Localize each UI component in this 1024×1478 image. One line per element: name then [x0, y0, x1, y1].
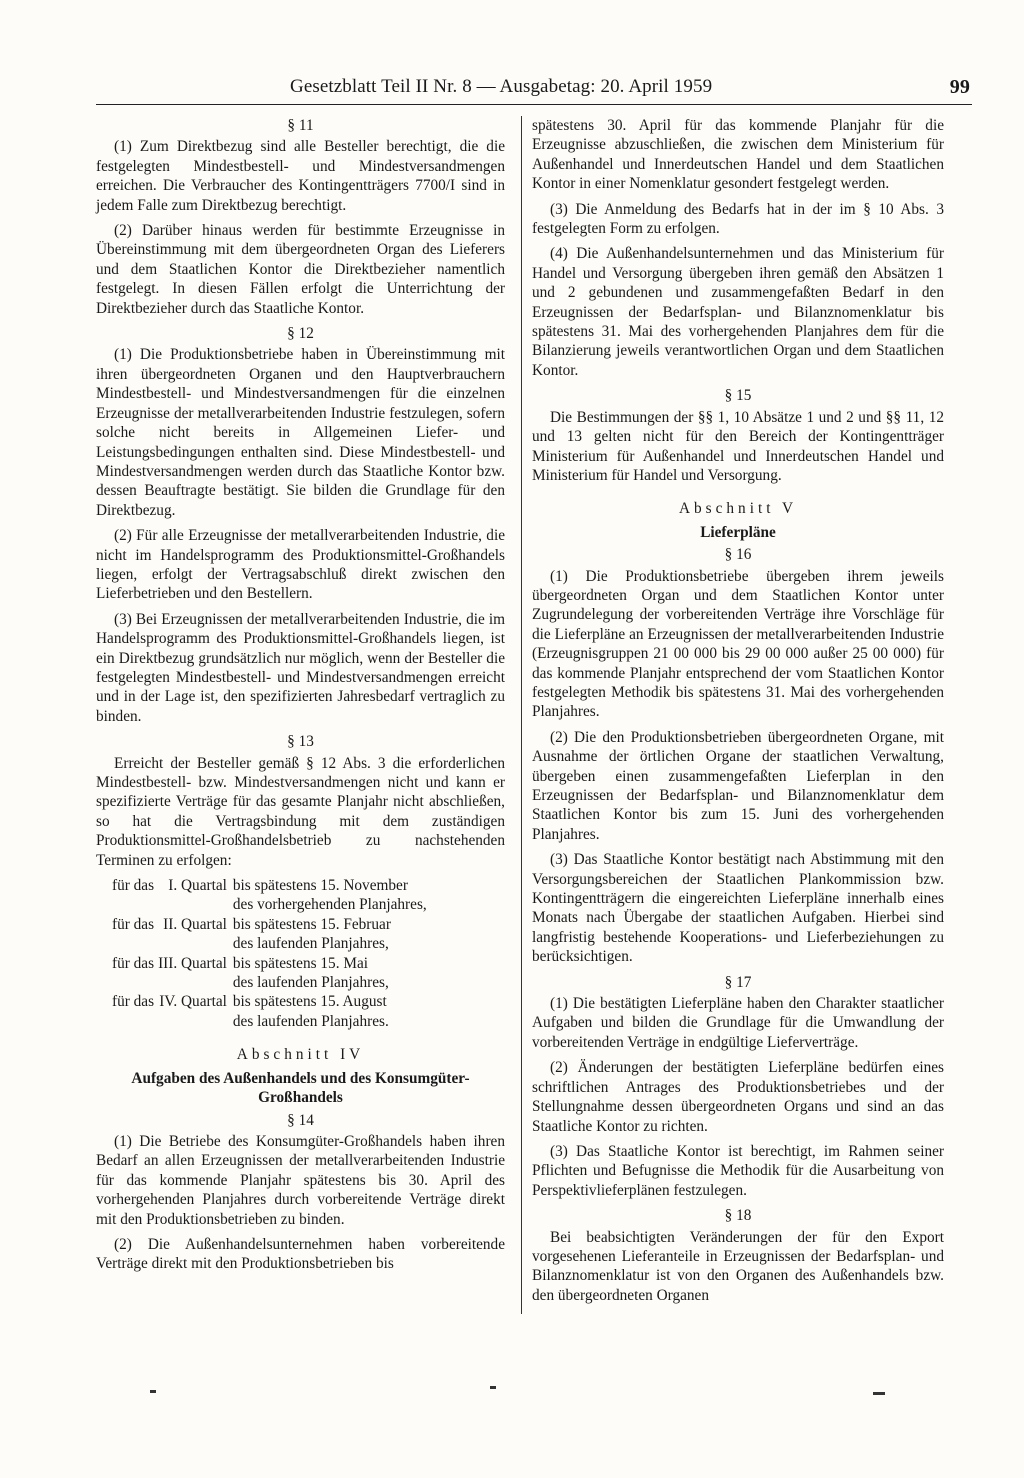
abschnitt-4-title: Aufgaben des Außenhandels und des Konsumgüter-Großhandels: [131, 1069, 470, 1107]
quarter-prefix: für das: [112, 954, 155, 972]
quarter-deadline: bis spätestens 15. November des vorhergehenden Planjahres,: [232, 877, 427, 914]
quarter-row: [112, 876, 431, 915]
section-17-title: § 17: [724, 973, 752, 991]
section-14-paragraph-1: (1) Die Betriebe des Konsumgüter-Großhandels haben ihren Bedarf an allen Erzeugnissen der metallverarbeitenden Industrie für das kommende Planjahr spätestens bis 30. April des vorhergehenden Planjahres durch vorbereitende Verträge direkt mit den Produktionsbetrieben zu binden.: [96, 1132, 505, 1228]
section-11-paragraph-2: (2) Darüber hinaus werden für bestimmte Erzeugnisse in Übereinstimmung mit dem übergeordneten Organ des Lieferers und dem Staatlichen Kontor die Direktbezieher namentlich festgelegt. In diesen Fällen erfolgt die Unterrichtung der Direktbezieher durch das Staatliche Kontor.: [96, 222, 505, 317]
quarter-deadline: bis spätestens 15. Mai des laufenden Planjahres,: [232, 954, 389, 992]
section-12-paragraph-2: (2) Für alle Erzeugnisse der metallverarbeitenden Industrie, die nicht im Handelsprogramm des Produktionsmittel-Großhandels liegen, erfolgt der Vertragsabschluß direkt zwischen den Lieferbetrieben und den Bestellern.: [96, 527, 505, 603]
section-15-title: § 15: [724, 387, 752, 405]
section-13-paragraph-1: Erreicht der Besteller gemäß § 12 Abs. 3 die erforderlichen Mindestbestell- bzw. Mindestversandmengen nicht und kann er spezifizierte Verträge für das gesamte Planjahr nicht abschließen, so hat die Vertragsbindung mit dem zuständigen Produktionsmittel-Großhandelsbetrieb zu nachstehenden Terminen zu erfolgen:: [96, 754, 505, 869]
section-16-paragraph-2: (2) Die den Produktionsbetrieben übergeordneten Organe, mit Ausnahme der örtlichen Organe der staatlichen Verwaltung, übergeben einen zusammengefaßten Lieferplan in den Erzeugnissen der Bedarfsplan- und Bilanznomenklatur dem Staatlichen Kontor bis zum 15. Juni des vorhergehenden Planjahres.: [532, 728, 944, 843]
scan-speck: [873, 1392, 885, 1395]
abschnitt-4-heading: Abschnitt IV: [236, 1046, 365, 1064]
scan-speck: [150, 1390, 156, 1393]
quarter-row: [112, 992, 431, 1031]
section-14-paragraph-2: (2) Die Außenhandelsunternehmen haben vorbereitende Verträge direkt mit den Produktionsbetrieben bis: [96, 1235, 505, 1273]
section-17-paragraph-3: (3) Das Staatliche Kontor ist berechtigt, im Rahmen seiner Pflichten und Befugnisse die Methodik für die Ausarbeitung von Perspektivlieferplänen festzulegen.: [532, 1142, 944, 1199]
section-16-paragraph-1: (1) Die Produktionsbetriebe übergeben ihrem jeweils übergeordneten Organ und dem Staatlichen Kontor unter Zugrundelegung der vorbereitenden Verträge ihre Vorschläge für die Lieferpläne an Erzeugnissen der metallverarbeitenden Industrie (Erzeugnisgruppen 21 00 000 bis 29 00 000 außer 25 00 000) für das kommende Planjahr entsprechend der vom Staatlichen Kontor festgelegten Methodik bis spätestens 31. Mai des vorhergehenden Planjahres.: [532, 567, 944, 721]
quarter-prefix: für das: [112, 877, 155, 895]
quarter-row: [112, 915, 431, 954]
section-11-paragraph-1: (1) Zum Direktbezug sind alle Besteller berechtigt, die die festgelegten Mindestbestell- und Mindestversandmengen erreichen. Die Verbraucher des Kontingentträgers 7700/I sind in jedem Falle zum Direktbezug berechtigt.: [96, 138, 505, 214]
section-14-title: § 14: [287, 1111, 314, 1129]
quarter-deadline: bis spätestens 15. Februar des laufenden Planjahres,: [232, 915, 391, 953]
section-18-title: § 18: [724, 1207, 752, 1225]
section-17-paragraph-2: (2) Änderungen der bestätigten Lieferpläne bedürfen eines schriftlichen Antrages des Produktionsbetriebes und der Stellungnahme dessen übergeordneten Organs und sind an das Staatliche Kontor zu richten.: [532, 1059, 944, 1135]
column-divider: [521, 116, 522, 1314]
header-title: Gesetzblatt Teil II Nr. 8 — Ausgabetag: 20. April 1959: [290, 76, 713, 97]
section-15-paragraph-1: Die Bestimmungen der §§ 1, 10 Absätze 1 und 2 und §§ 11, 12 und 13 gelten nicht für den Bereich der Kontingentträger Ministerium für Außenhandel und Innerdeutschen Handel und Ministerium für Handel und Versorgung.: [532, 408, 944, 484]
section-16-title: § 16: [724, 546, 752, 564]
page-number: 99: [949, 76, 970, 98]
quarter-label: I. Quartal: [168, 877, 227, 895]
section-18-paragraph-1: Bei beabsichtigten Veränderungen der für den Export vorgesehenen Lieferanteile in Erzeugnissen der Bedarfsplan- und Bilanznomenklatur ist von den Organen des Außenhandels bzw. den übergeordneten Organen: [532, 1228, 944, 1304]
page-header: [290, 76, 970, 102]
quarter-prefix: für das: [112, 993, 155, 1011]
quarter-prefix: für das: [112, 915, 155, 933]
quarter-row: [112, 954, 431, 993]
quarter-label: II. Quartal: [163, 915, 227, 933]
right-column: [532, 116, 944, 1311]
header-rule: [96, 104, 972, 105]
abschnitt-5-heading: Abschnitt V: [678, 500, 798, 518]
left-column: [96, 116, 505, 1280]
section-16-paragraph-3: (3) Das Staatliche Kontor bestätigt nach Abstimmung mit den Versorgungsbereichen der Staatlichen Plankommission bzw. Kontingentträgern die eingereichten Lieferpläne innerhalb eines Monats nach Übergabe der staatlichen Aufgaben. Hierbei sind langfristig bestehende Kooperations- und Lieferbeziehungen zu berücksichtigen.: [532, 851, 944, 966]
section-12-paragraph-1: (1) Die Produktionsbetriebe haben in Übereinstimmung mit ihren übergeordneten Organen und den Hauptverbrauchern Mindestbestell- und Mindestversandmengen für die einzelnen Erzeugnisse der metallverarbeitenden Industrie festzulegen, sofern solche nicht bereits in Allgemeinen Liefer- und Leistungsbedingungen enthalten sind. Diese Mindestbestell- und Mindestversandmengen werden durch das Staatliche Kontor bzw. dessen Beauftragte bestätigt. Sie bilden die Grundlage für den Direktbezug.: [96, 346, 505, 519]
abschnitt-5-title: Lieferpläne: [700, 523, 776, 541]
quarter-label: IV. Quartal: [159, 993, 227, 1011]
section-14-paragraph-4: (4) Die Außenhandelsunternehmen und das Ministerium für Handel und Versorgung übergeben ihren gemäß den Absätzen 1 und 2 gebundenen und zusammengefaßten Bedarf in den Erzeugnissen der Bedarfsplan- und Bilanznomenklatur bis spätestens 31. Mai des vorhergehenden Planjahres dem für die Bilanzierung jeweils verantwortlichen Organ und dem Staatlichen Kontor.: [532, 245, 944, 379]
section-12-title: § 12: [287, 325, 314, 343]
section-14-paragraph-3: (3) Die Anmeldung des Bedarfs hat in der im § 10 Abs. 3 festgelegten Form zu erfolgen.: [532, 200, 944, 238]
section-11-title: § 11: [287, 117, 314, 134]
section-13-title: § 13: [287, 733, 314, 751]
quarter-label: III. Quartal: [158, 954, 227, 972]
section-17-paragraph-1: (1) Die bestätigten Lieferpläne haben den Charakter staatlicher Aufgaben und bilden die Grundlage für die Umwandlung der vorbereitenden Verträge in endgültige Lieferverträge.: [532, 995, 944, 1051]
quarter-deadline: bis spätestens 15. August des laufenden Planjahres.: [232, 993, 389, 1030]
scan-speck: [490, 1386, 496, 1389]
section-12-paragraph-3: (3) Bei Erzeugnissen der metallverarbeitenden Industrie, die im Handelsprogramm des Produktionsmittel-Großhandels liegen, ist ein Direktbezug grundsätzlich nur möglich, wenn der Besteller die festgelegten Mindestbestell- und Mindestversandmengen erreicht und in der Lage ist, den spezifizierten Jahresbedarf vertraglich zu binden.: [96, 610, 505, 725]
quarter-deadlines-table: [112, 876, 431, 1031]
section-14-continuation: spätestens 30. April für das kommende Planjahr für die Erzeugnisse abzuschließen, die zwischen dem Ministerium für Außenhandel und Innerdeutschen Handel und dem Staatlichen Kontor in einer Nomenklatur gesondert festgelegt werden.: [532, 117, 944, 193]
